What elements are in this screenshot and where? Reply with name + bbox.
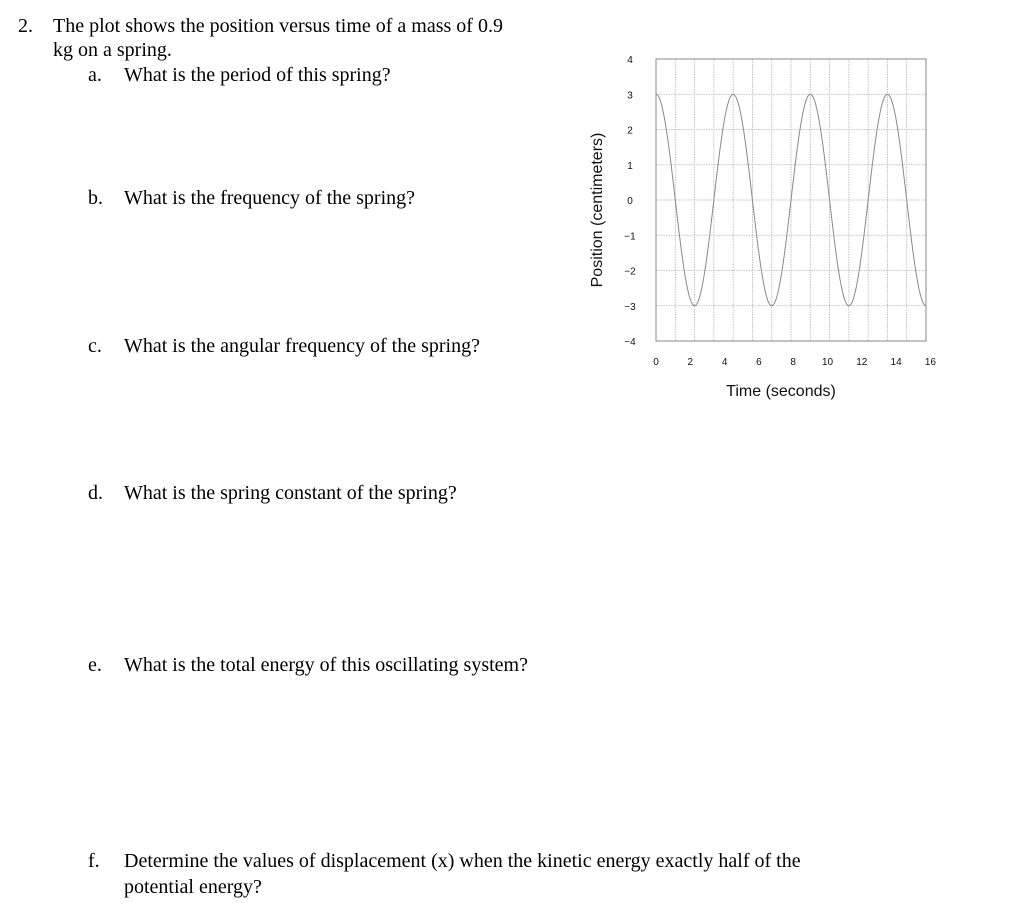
x-tick-labels: [653, 357, 936, 368]
y-tick-label: −1: [624, 231, 636, 243]
x-axis-label: Time (seconds): [726, 383, 836, 400]
part-f: [88, 849, 888, 901]
x-tick-label: 4: [721, 357, 728, 368]
y-tick-label: 2: [627, 125, 633, 137]
y-tick-label: 3: [627, 90, 633, 102]
y-tick-label: 0: [627, 196, 633, 207]
part-d: [88, 481, 548, 505]
part-b-label: b.: [88, 187, 103, 209]
part-a: [88, 63, 548, 87]
part-e: [88, 653, 588, 677]
question-stem-line2: kg on a spring.: [53, 39, 172, 61]
question-number: [18, 14, 33, 38]
part-c: [88, 334, 548, 358]
part-a-label: a.: [88, 64, 102, 86]
y-axis-label: Position (centimeters): [589, 132, 606, 288]
part-c-label: c.: [88, 335, 102, 357]
y-tick-label: −2: [624, 266, 636, 278]
part-f-text-line2: potential energy?: [124, 876, 262, 898]
x-tick-label: 0: [653, 357, 659, 368]
x-tick-label: 12: [856, 357, 868, 368]
part-c-text: What is the angular frequency of the spring?: [124, 335, 480, 357]
part-d-label: d.: [88, 482, 103, 504]
position-time-chart: [580, 40, 950, 410]
part-b-text: What is the frequency of the spring?: [124, 187, 416, 209]
y-tick-labels: [624, 55, 636, 348]
question-stem-line1: The plot shows the position versus time of a mass of 0.9: [53, 15, 503, 37]
part-e-text: What is the total energy of this oscillating system?: [124, 654, 528, 676]
part-f-label: f.: [88, 850, 100, 872]
y-tick-label: 1: [627, 160, 633, 172]
y-tick-label: −3: [624, 301, 636, 313]
x-tick-label: 16: [924, 357, 936, 368]
x-tick-label: 10: [821, 357, 834, 368]
part-f-text-line1: Determine the values of displacement (x) when the kinetic energy exactly half of the: [124, 850, 801, 872]
part-d-text: What is the spring constant of the spring?: [124, 482, 457, 504]
part-b: [88, 186, 548, 210]
x-tick-label: 14: [890, 357, 902, 368]
x-tick-label: 2: [687, 357, 694, 368]
x-tick-label: 6: [756, 357, 762, 368]
y-tick-label: 4: [627, 55, 633, 66]
x-tick-label: 8: [790, 357, 796, 368]
part-a-text: What is the period of this spring?: [124, 64, 391, 86]
part-e-label: e.: [88, 654, 102, 676]
y-tick-label: −4: [624, 337, 636, 348]
question-number-label: 2.: [18, 15, 33, 37]
